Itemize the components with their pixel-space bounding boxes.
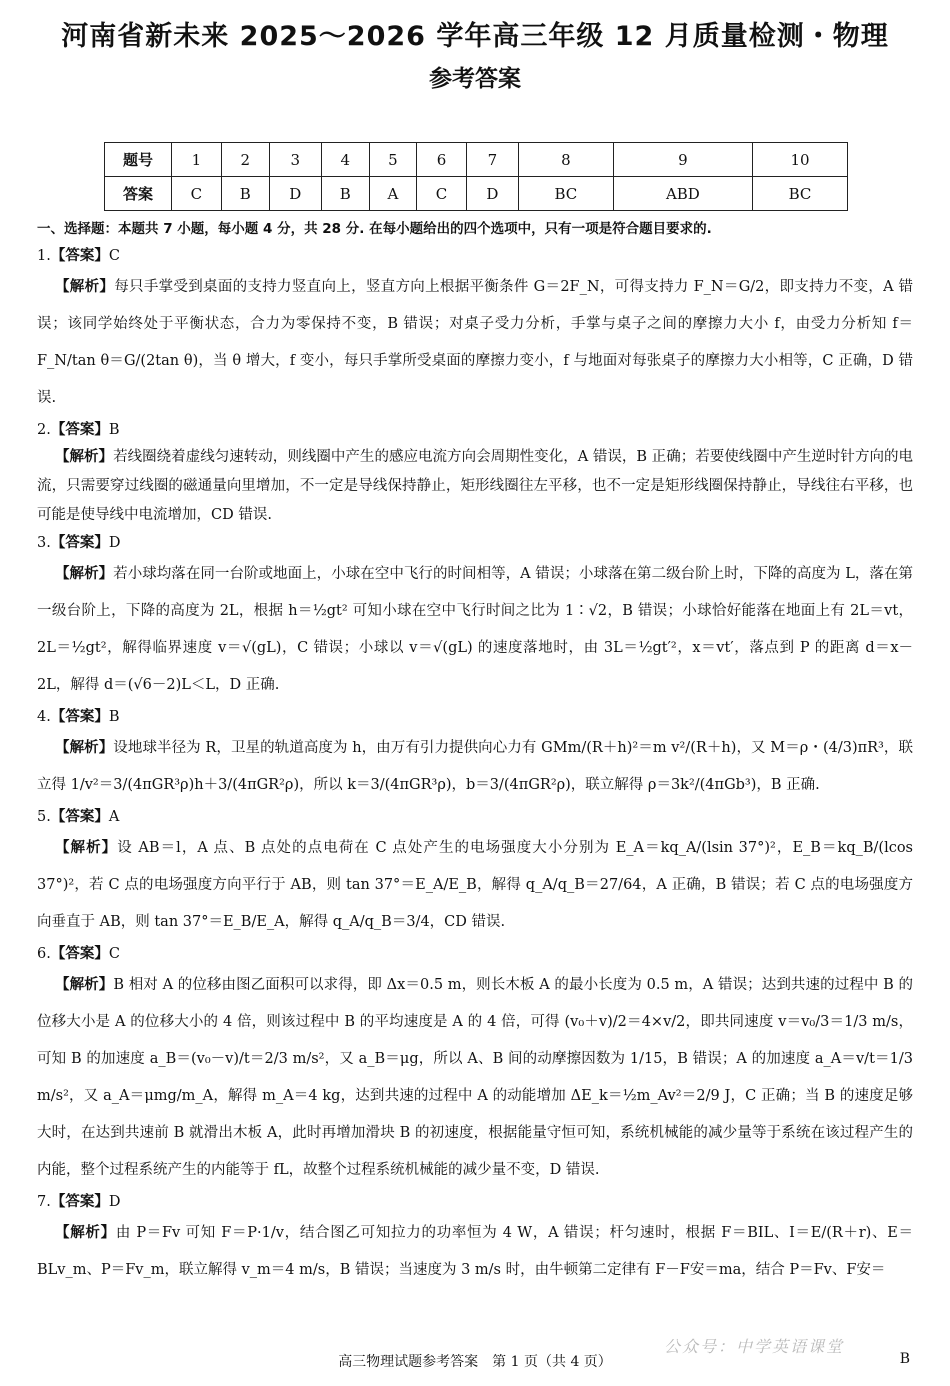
answer-value: C [108, 248, 120, 264]
question-answer [37, 530, 913, 556]
question-number-cell: 5 [369, 143, 416, 177]
explanation-text: 每只手掌受到桌面的支持力竖直向上，竖直方向上根据平衡条件 G＝2F_N，可得支持力 F_N＝G/2，即支持力不变，A 错误；该同学始终处于平衡状态，合力为零保持不变，B 错误；对桌子受力分析，手掌与桌子之间的摩擦力大小 f，由受力分析知 f＝F_N/tan θ＝G/(2tan θ)，当 θ 增大，f 变小，每只手掌所受桌面的摩擦力变小，f 与地面对每张桌子的摩擦力大小相等，C 正确，D 错误. [37, 279, 914, 406]
explanation-text: 若小球均落在同一台阶或地面上，小球在空中飞行的时间相等，A 错误；小球落在第二级台阶上时，下降的高度为 L，落在第一级台阶上，下降的高度为 2L，根据 h＝½gt² 可知小球在空中飞行时间之比为 1∶√2，B 错误；小球恰好能落在地面上有 2L＝vt，2L＝½gt²，解得临界速度 v＝√(gL)，C 错误；小球以 v＝√(gL) 的速度落地时，由 3L＝½gt′²，x＝vt′，落点到 P 的距离 d＝x－2L，解得 d＝(√6－2)L＜L，D 正确. [37, 566, 913, 693]
footer-version-mark: B [899, 1351, 910, 1367]
question-number-cell: 1 [172, 143, 222, 177]
answer-label: 【答案】 [50, 1194, 109, 1210]
section-heading: 一、选择题：本题共 7 小题，每小题 4 分，共 28 分. 在每小题给出的四个选项中，只有一项是符合题目要求的. [37, 221, 712, 237]
row-label-number: 题号 [105, 143, 172, 177]
answer-label: 【答案】 [50, 709, 109, 725]
explanation-label: 【解析】 [55, 279, 115, 295]
question-answer [37, 941, 913, 967]
solutions-body [37, 217, 913, 1289]
answer-cell: B [221, 177, 269, 211]
question-number: 5. [37, 809, 51, 825]
question-explanation [37, 1215, 913, 1289]
explanation-label: 【解析】 [55, 977, 114, 993]
answer-label: 【答案】 [50, 809, 109, 825]
explanation-text: 由 P＝Fv 可知 F＝P·1/v，结合图乙可知拉力的功率恒为 4 W，A 错误；杆匀速时，根据 F＝BIL、I＝E/(R＋r)、E＝BLv_m、P＝Fv_m，联立解得 v_m＝4 m/s，B 错误；当速度为 3 m/s 时，由牛顿第二定律有 F－F安＝ma，结合 P＝Fv、F安＝ [37, 1225, 913, 1278]
document-title: 河南省新未来 2025～2026 学年高三年级 12 月质量检测・物理 [61, 21, 889, 52]
question-number-cell: 6 [417, 143, 467, 177]
answer-label: 【答案】 [50, 422, 109, 438]
row-label-answer: 答案 [105, 177, 172, 211]
question-explanation [37, 730, 913, 804]
answer-table [104, 142, 848, 211]
document-subtitle: 参考答案 [429, 66, 521, 92]
explanation-label: 【解析】 [55, 566, 114, 582]
question-number: 3. [37, 535, 51, 551]
question-number-cell: 3 [269, 143, 321, 177]
page-footer [0, 1351, 950, 1371]
explanation-label: 【解析】 [55, 740, 114, 756]
question-number-cell: 2 [221, 143, 269, 177]
explanation-text: 设 AB＝l，A 点、B 点处的点电荷在 C 点处产生的电场强度大小分别为 E_A＝kq_A/(lsin 37°)²，E_B＝kq_B/(lcos 37°)²，若 C 点的电场强度方向平行于 AB，则 tan 37°＝E_A/E_B，解得 q_A/q_B＝27/64，A 正确，B 错误；若 C 点的电场强度方向垂直于 AB，则 tan 37°＝E_B/E_A，解得 q_A/q_B＝3/4，CD 错误. [37, 840, 913, 930]
question-number-cell: 7 [466, 143, 518, 177]
question-answer [37, 417, 913, 443]
question-number: 7. [37, 1194, 51, 1210]
question-explanation [37, 967, 913, 1189]
watermark-text: 公众号：中学英语课堂 [664, 1337, 845, 1356]
answer-cell: BC [518, 177, 613, 211]
question-explanation [37, 830, 913, 941]
question-number: 6. [37, 946, 51, 962]
answer-cell: A [369, 177, 416, 211]
question-explanation [37, 443, 913, 530]
question-number: 2. [37, 422, 51, 438]
explanation-text: 设地球半径为 R，卫星的轨道高度为 h，由万有引力提供向心力有 GMm/(R＋h)²＝m v²/(R＋h)，又 M＝ρ・(4/3)πR³，联立得 1/v²＝3/(4πGR³ρ)h＋3/(4πGR²ρ)，所以 k＝3/(4πGR³ρ)，b＝3/(4πGR²ρ)，联立解得 ρ＝3k²/(4πGb³)，B 正确. [37, 740, 914, 793]
answer-value: A [108, 809, 120, 825]
question-number: 4. [37, 709, 51, 725]
explanation-text: 若线圈绕着虚线匀速转动，则线圈中产生的感应电流方向会周期性变化，A 错误，B 正确；若要使线圈中产生逆时针方向的电流，只需要穿过线圈的磁通量向里增加，不一定是导线保持静止，矩形线圈往左平移，也不一定是矩形线圈保持静止，导线往右平移，也可能是使导线中电流增加，CD 错误. [37, 449, 914, 523]
answer-label: 【答案】 [50, 535, 109, 551]
answer-label: 【答案】 [50, 946, 109, 962]
answer-cell: ABD [613, 177, 752, 211]
answer-table-number-row [105, 143, 848, 177]
question-answer [37, 1189, 913, 1215]
footer-page-info: 高三物理试题参考答案 第 1 页（共 4 页） [338, 1354, 612, 1370]
explanation-label: 【解析】 [55, 840, 118, 856]
question-explanation [37, 269, 913, 417]
answer-cell: D [466, 177, 518, 211]
question-explanation [37, 556, 913, 704]
answer-value: C [108, 946, 120, 962]
explanation-text: B 相对 A 的位移由图乙面积可以求得，即 Δx＝0.5 m，则长木板 A 的最小长度为 0.5 m，A 错误；达到共速的过程中 B 的位移大小是 A 的位移大小的 4 倍，则该过程中 B 的平均速度是 A 的 4 倍，可得 (v₀＋v)/2＝4×v/2，即共同速度 v＝v₀/3＝1/3 m/s，可知 B 的加速度 a_B＝(v₀－v)/t＝2/3 m/s²，又 a_B＝μg，所以 A、B 间的动摩擦因数为 1/15，B 错误；A 的加速度 a_A＝v/t＝1/3 m/s²，又 a_A＝μmg/m_A，解得 m_A＝4 kg，达到共速的过程中 A 的动能增加 ΔE_k＝½m_Av²＝2/9 J，C 正确；当 B 的速度足够大时，在达到共速前 B 就滑出木板 A，此时再增加滑块 B 的初速度，根据能量守恒可知，系统机械能的减少量等于系统在该过程产生的内能，整个过程系统产生的内能等于 fL，故整个过程系统机械能的减少量不变，D 错误. [37, 977, 913, 1178]
question-answer [37, 704, 913, 730]
question-number-cell: 9 [613, 143, 752, 177]
answer-cell: B [321, 177, 369, 211]
explanation-label: 【解析】 [55, 1225, 116, 1241]
answer-value: D [108, 535, 121, 551]
answer-label: 【答案】 [50, 248, 109, 264]
answer-value: B [108, 709, 120, 725]
question-number-cell: 10 [753, 143, 848, 177]
question-answer [37, 804, 913, 830]
answer-cell: C [172, 177, 222, 211]
answer-cell: C [417, 177, 467, 211]
explanation-label: 【解析】 [55, 449, 114, 465]
answer-value: B [108, 422, 120, 438]
answer-value: D [108, 1194, 121, 1210]
answer-table-answer-row [105, 177, 848, 211]
question-number-cell: 4 [321, 143, 369, 177]
question-number: 1. [37, 248, 51, 264]
question-answer [37, 243, 913, 269]
question-number-cell: 8 [518, 143, 613, 177]
answer-cell: D [269, 177, 321, 211]
answer-cell: BC [753, 177, 848, 211]
